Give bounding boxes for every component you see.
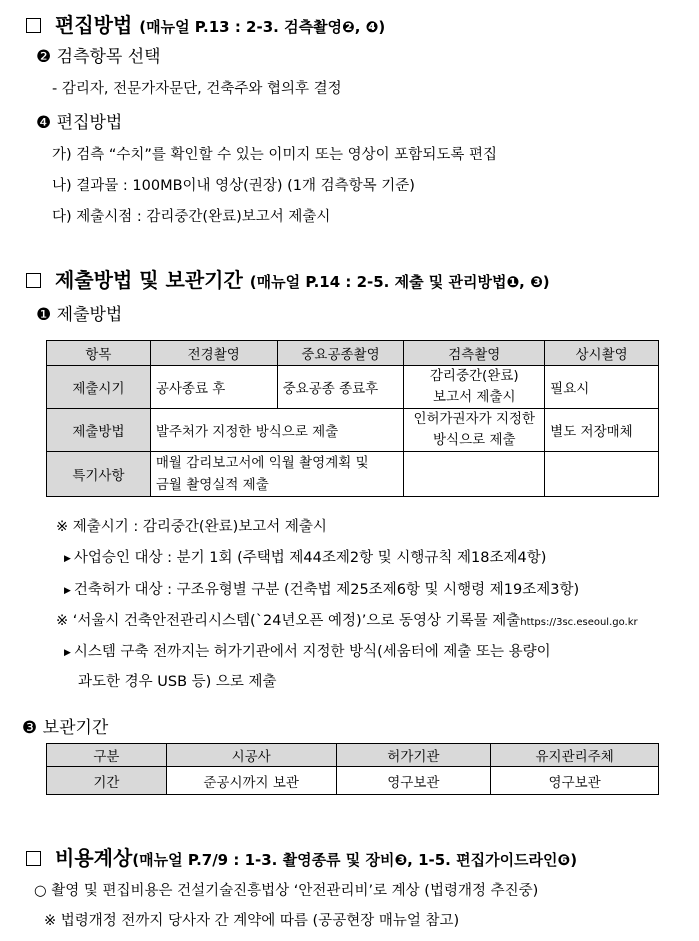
table-cell: 중요공종 종료후 bbox=[277, 366, 404, 409]
section1-ref: (매뉴얼 P.13 : 2-3. 검측촬영❷, ❹) bbox=[139, 18, 386, 36]
table-header: 검측촬영 bbox=[404, 341, 545, 366]
item1-title: ❶ 제출방법 bbox=[36, 305, 123, 325]
table-cell: 공사종료 후 bbox=[150, 366, 277, 409]
table-cell: 발주처가 지정한 방식으로 제출 bbox=[150, 409, 404, 452]
table-row bbox=[47, 366, 659, 409]
section2-ref: (매뉴얼 P.14 : 2-5. 제출 및 관리방법❶, ❸) bbox=[249, 273, 550, 291]
checkbox-square-icon bbox=[26, 273, 41, 288]
cost-line-1: ○ 촬영 및 편집비용은 건설기술진흥법상 ‘안전관리비’로 계상 (법령개정 추진중) bbox=[34, 883, 539, 899]
note-1a-text: 사업승인 대상 : 분기 1회 (주택법 제44조제2항 및 시행규칙 제18조제4항) bbox=[73, 550, 547, 566]
row-label: 제출시기 bbox=[47, 366, 151, 409]
checkbox-square-icon bbox=[26, 18, 41, 33]
table-header-row bbox=[47, 341, 659, 366]
table-cell bbox=[404, 366, 545, 409]
section3-heading bbox=[26, 842, 577, 871]
cell-line: 금월 촬영실적 제출 bbox=[155, 477, 269, 493]
note-2a bbox=[64, 640, 551, 661]
checkbox-square-icon bbox=[26, 851, 41, 866]
item4-title: ❹ 편집방법 bbox=[36, 113, 123, 133]
row-label: 제출방법 bbox=[47, 409, 151, 452]
section2-heading bbox=[26, 264, 550, 293]
table-row bbox=[47, 452, 659, 497]
table-header: 중요공종촬영 bbox=[277, 341, 404, 366]
edit-line-1: 가) 검측 “수치”를 확인할 수 있는 이미지 또는 영상이 포함되도록 편집 bbox=[52, 147, 497, 163]
cell-line: 보고서 제출시 bbox=[433, 389, 516, 405]
table-cell bbox=[404, 409, 545, 452]
system-url-link[interactable]: https://3sc.eseoul.go.kr bbox=[520, 617, 638, 628]
note-1: ※ 제출시기 : 감리중간(완료)보고서 제출시 bbox=[56, 519, 327, 535]
note-2-text: ※ ‘서울시 건축안전관리시스템(`24년오픈 예정)’으로 동영상 기록물 제출 bbox=[56, 613, 521, 629]
edit-line-3: 다) 제출시점 : 감리중간(완료)보고서 제출시 bbox=[52, 209, 331, 225]
note-2a-text: 시스템 구축 전까지는 허가기관에서 지정한 방식(세움터에 제출 또는 용량이 bbox=[73, 644, 551, 660]
cell-line: 매월 감리보고서에 익월 촬영계획 및 bbox=[155, 455, 369, 471]
item2-title: ❷ 검측항목 선택 bbox=[36, 47, 161, 67]
item2-text: - 감리자, 전문가자문단, 건축주와 협의후 결정 bbox=[52, 81, 342, 97]
table-header: 허가기관 bbox=[336, 744, 491, 767]
table-header: 유지관리주체 bbox=[491, 744, 659, 767]
table-header-row bbox=[47, 744, 659, 767]
cell-line: 감리중간(완료) bbox=[429, 368, 519, 384]
table-header: 항목 bbox=[47, 341, 151, 366]
edit-line-2: 나) 결과물 : 100MB이내 영상(권장) (1개 검측항목 기준) bbox=[52, 178, 415, 194]
table-cell bbox=[545, 452, 659, 497]
table-header: 전경촬영 bbox=[150, 341, 277, 366]
cost-line-2: ※ 법령개정 전까지 당사자 간 계약에 따름 (공공현장 매뉴얼 참고) bbox=[44, 913, 460, 929]
table-cell: 영구보관 bbox=[336, 767, 491, 795]
triangle-bullet-icon: ▶ bbox=[64, 586, 71, 596]
table-cell: 영구보관 bbox=[491, 767, 659, 795]
triangle-bullet-icon: ▶ bbox=[64, 648, 71, 658]
note-1a bbox=[64, 546, 546, 567]
table-cell: 필요시 bbox=[545, 366, 659, 409]
note-1b-text: 건축허가 대상 : 구조유형별 구분 (건축법 제25조제6항 및 시행령 제19조제3항) bbox=[73, 582, 580, 598]
note-1b bbox=[64, 578, 579, 599]
table-header: 시공사 bbox=[166, 744, 336, 767]
table-row bbox=[47, 767, 659, 795]
item3-title: ❸ 보관기간 bbox=[22, 718, 109, 738]
retention-table bbox=[46, 743, 659, 795]
table-cell: 별도 저장매체 bbox=[545, 409, 659, 452]
section3-title: 비용계상 bbox=[55, 846, 133, 870]
triangle-bullet-icon: ▶ bbox=[64, 554, 71, 564]
table-row bbox=[47, 409, 659, 452]
row-label: 특기사항 bbox=[47, 452, 151, 497]
table-cell: 준공시까지 보관 bbox=[166, 767, 336, 795]
row-label: 기간 bbox=[47, 767, 167, 795]
cell-line: 방식으로 제출 bbox=[433, 432, 516, 448]
table-header: 구분 bbox=[47, 744, 167, 767]
note-2a-cont: 과도한 경우 USB 등) 으로 제출 bbox=[78, 674, 277, 690]
table-cell bbox=[404, 452, 545, 497]
section1-title: 편집방법 bbox=[55, 13, 133, 37]
section2-title: 제출방법 및 보관기간 bbox=[55, 268, 243, 292]
note-2 bbox=[56, 609, 638, 630]
submission-table bbox=[46, 340, 659, 497]
section3-ref: (매뉴얼 P.7/9 : 1-3. 촬영종류 및 장비❸, 1-5. 편집가이드라인❻) bbox=[132, 851, 578, 869]
cell-line: 인허가권자가 지정한 bbox=[413, 411, 536, 427]
table-cell bbox=[150, 452, 404, 497]
table-header: 상시촬영 bbox=[545, 341, 659, 366]
section1-heading bbox=[26, 9, 385, 38]
